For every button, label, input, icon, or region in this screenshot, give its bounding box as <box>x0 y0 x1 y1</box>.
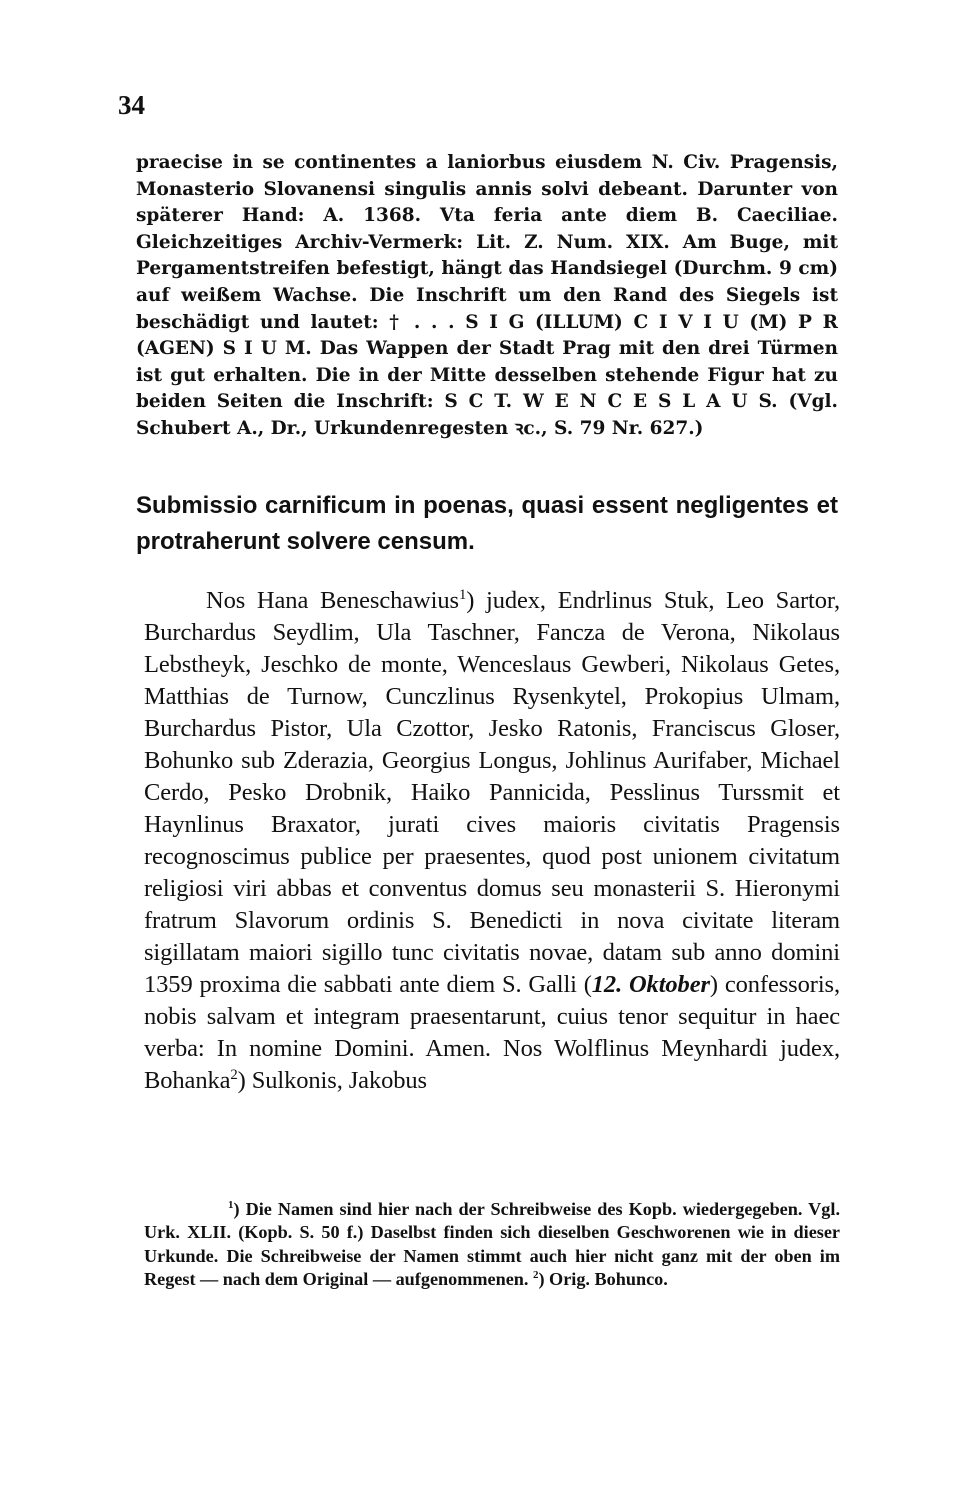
page-number: 34 <box>118 90 145 120</box>
main-text-part-3: ) confessoris, nobis salvam et integram praesentarunt, cuius tenor sequitur in haec verba: In nomine Domini. Amen. Nos Wolflinus Meynhardi judex, Bohanka <box>144 971 840 1094</box>
footnote-mark-2: 2 <box>533 1269 539 1282</box>
main-text-part-4: ) Sulkonis, Jakobus <box>237 1067 427 1094</box>
main-text <box>144 585 840 1097</box>
footnotes <box>144 1198 840 1292</box>
header-note <box>136 150 838 443</box>
footnote-text-1: ) Die Namen sind hier nach der Schreibweise des Kopb. wiedergegeben. Vgl. Urk. XLII. (Kopb. S. 50 f.) Daselbst finden sich dieselben Geschworenen wie in dieser Urkunde. Die Schreibweise der Namen stimmt auch hier nicht ganz mit der oben im Regest — nach dem Original — aufgenommenen. <box>144 1199 840 1290</box>
footnote-ref-1: 1 <box>458 586 467 603</box>
footnote-ref-2: 2 <box>230 1066 238 1083</box>
footnote-text-2: ) Orig. Bohunco. <box>538 1269 668 1290</box>
date-annotation: 12. Oktober <box>591 971 710 998</box>
footnote-paragraph <box>144 1198 840 1292</box>
main-text-part-1: Nos Hana Beneschawius <box>206 587 459 614</box>
main-paragraph <box>144 585 840 1097</box>
section-heading: Submissio carnificum in poenas, quasi essent negligentes et protraherunt solvere censum. <box>136 492 838 555</box>
footnote-mark-1: 1 <box>228 1198 234 1211</box>
header-note-text: praecise in se continentes a laniorbus eiusdem N. Civ. Pragensis, Monasterio Slovanensi singulis annis solvi debeant. Darunter von späterer Hand: A. 1368. Vta feria ante diem B. Caeciliae. Gleichzeitiges Archiv-Vermerk: Lit. Z. Num. XIX. Am Buge, mit Pergamentstreifen befestigt, hängt das Handsiegel (Durchm. 9 cm) auf weißem Wachse. Die Inschrift um den Rand des Siegels ist beschädigt und lautet: † . . . S I G (ILLUM) C I V I U (M) P R (AGEN) S I U M. Das Wappen der Stadt Prag mit den drei Türmen ist gut erhalten. Die in der Mitte desselben stehende Figur hat zu beiden Seiten die Inschrift: S C T. W E N C E S L A U S. (Vgl. Schubert A., Dr., Urkundenregesten ꝛc., S. 79 Nr. 627.) <box>136 152 838 439</box>
main-text-part-2: ) judex, Endrlinus Stuk, Leo Sartor, Burchardus Seydlim, Ula Taschner, Fancza de Verona, Nikolaus Lebstheyk, Jeschko de monte, Wenceslaus Gewberi, Nikolaus Getes, Matthias de Turnow, Cunczlinus Rysenkytel, Prokopius Ulmam, Burchardus Pistor, Ula Czottor, Jesko Ratonis, Franciscus Gloser, Bohunko sub Zderazia, Georgius Longus, Johlinus Aurifaber, Michael Cerdo, Pesko Drobnik, Haiko Pannicida, Pesslinus Turssmit et Haynlinus Braxator, jurati cives maioris civitatis Pragensis recognoscimus publice per praesentes, quod post unionem civitatum religiosi viri abbas et conventus domus seu monasterii S. Hieronymi fratrum Slavorum ordinis S. Benedicti in nova civitate literam sigillatam maiori sigillo tunc civitatis novae, datam sub anno domini 1359 proxima die sabbati ante diem S. Galli ( <box>144 587 840 998</box>
